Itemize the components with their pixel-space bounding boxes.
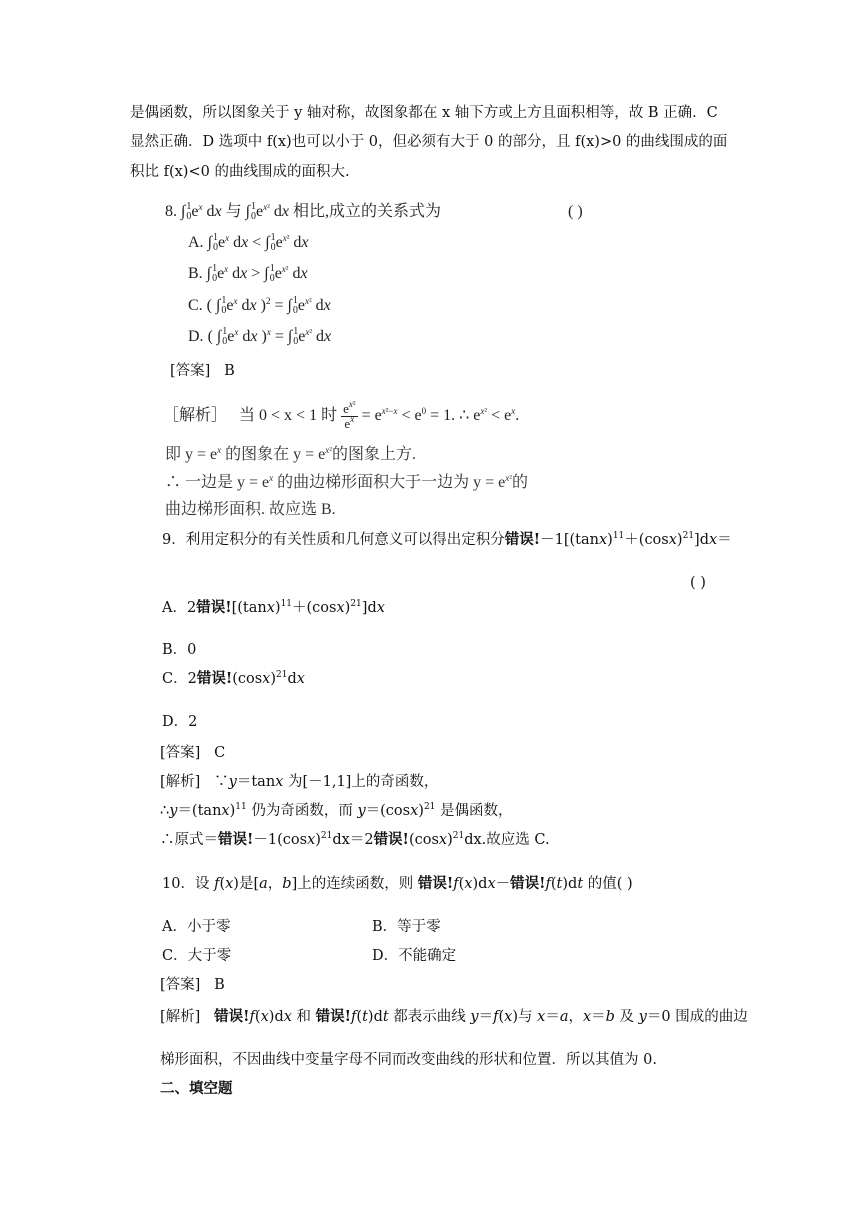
- q9-option-d: D．2: [162, 714, 198, 730]
- q9-option-b: B．0: [162, 642, 197, 658]
- q8-stem: 8. ∫ 1 0 $e^x$ dx 与 ∫ 1 0 $e^{x^2}$ dx 相比,成立的关系式为: [165, 201, 441, 223]
- q10-option-a: A．小于零: [162, 919, 231, 935]
- q9-stem: 9．利用定积分的有关性质和几何意义可以得出定积分错误$!-1[(\tan x)^{11}+(\cos x)^{21}]dx=$: [162, 531, 732, 548]
- q8-answer: [答案] B: [170, 363, 235, 379]
- q9-analysis-line-3: ∴原式＝错误$!-1(\cos x)^{21}dx=2$错误$!(\cos x)^{21}dx$.故应选 C.: [160, 831, 550, 848]
- q8-option-c: C. ( ∫ 1 0 $e^x$ dx )$^2$ = ∫ 1 0 $e^{x^2}$ dx: [188, 295, 331, 317]
- q8-option-b: B. ∫ 1 0 $e^x$ dx > ∫ 1 0 $e^{x^2}$ dx: [188, 263, 308, 285]
- q9-analysis-line-1: [解析] ∵y＝tanx 为[－1,1]上的奇函数，: [160, 774, 439, 790]
- intro-line-3: 积比 f(x)<0 的曲线围成的面积大.: [130, 164, 350, 180]
- q8-analysis-line-3: ∴ 一边是 $y = e^x$ 的曲边梯形面积大于一边为 $y = e^{x^2}$的: [165, 473, 528, 491]
- q8-option-a: A. ∫ 1 0 $e^x$ dx < ∫ 1 0 $e^{x^2}$ dx: [188, 232, 309, 254]
- q8-analysis-line-4: 曲边梯形面积. 故应选 B.: [165, 501, 336, 518]
- intro-line-1: 是偶函数，所以图象关于 y 轴对称，故图象都在 x 轴下方或上方且面积相等，故 B 正确．C: [130, 105, 718, 121]
- intro-line-2: 显然正确．D 选项中 f(x)也可以小于 0，但必须有大于 0 的部分，且 f(x)>0 的曲线围成的面: [130, 134, 728, 150]
- q10-answer: [答案] B: [160, 977, 225, 993]
- q10-option-c: C．大于零: [162, 948, 232, 964]
- q9-answer-paren: ( ): [690, 575, 706, 591]
- q8-answer-paren: ( ): [568, 203, 583, 220]
- section-heading-fill-blank: 二、填空题: [160, 1080, 233, 1097]
- q10-option-d: D．不能确定: [372, 948, 457, 964]
- q9-option-c: C．2错误$!(\cos x)^{21}dx$: [162, 670, 305, 687]
- q9-analysis-line-2: $\therefore y=(\tan x)^{11}$ 仍为奇函数，而 $y=(\cos x)^{21}$ 是偶函数，: [160, 802, 513, 819]
- q10-analysis-line-1: [解析] 错误!f(x)dx 和 错误!f(t)dt 都表示曲线 y＝f(x)与 x＝a，x＝b 及 y＝0 围成的曲边: [160, 1008, 748, 1025]
- q10-option-b: B．等于零: [372, 919, 441, 935]
- q8-analysis-line-1: ［解析］ 当 0 < x < 1 时 $\frac{e^{x^2}}{e^x}$ = $e^{x^2-x} < e^0 = 1$. ∴ $e^{x^2} < e^x$.: [163, 399, 520, 431]
- q9-option-a: A．2错误$![(\tan x)^{11}+(\cos x)^{21}]dx$: [162, 599, 385, 616]
- q9-answer: [答案] C: [160, 745, 226, 761]
- q8-option-d: D. ( ∫ 1 0 $e^x$ dx )$^x$ = ∫ 1 0 $e^{x^2}$ dx: [188, 326, 332, 348]
- q10-stem: 10．设 f(x)是[a，b]上的连续函数，则 错误!f(x)dx－错误!f(t)dt 的值( ): [162, 875, 633, 892]
- q10-analysis-line-2: 梯形面积，不因曲线中变量字母不同而改变曲线的形状和位置．所以其值为 0.: [160, 1052, 657, 1068]
- q8-analysis-line-2: 即 $y = e^x$ 的图象在 $y = e^{x^2}$的图象上方.: [165, 445, 416, 463]
